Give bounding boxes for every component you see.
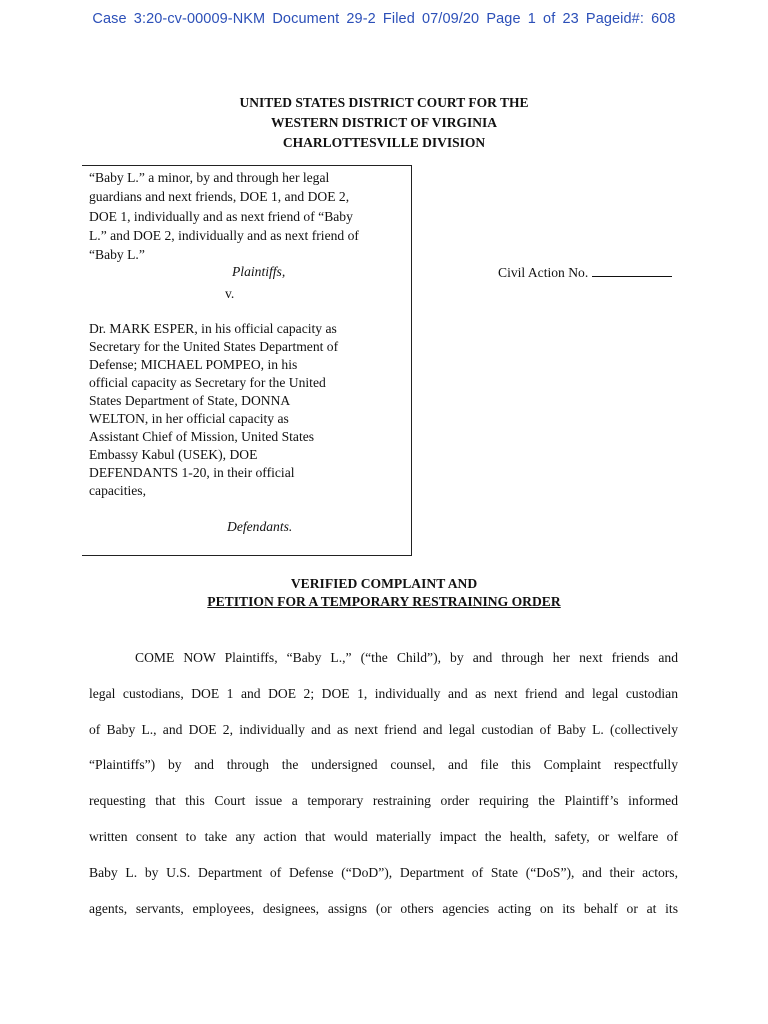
caption-line: capacities,	[89, 483, 146, 498]
caption-line: guardians and next friends, DOE 1, and DOE 2,	[89, 189, 350, 205]
body-line: “Plaintiffs”) by and through the undersigned counsel, and file this Complaint respectfully	[89, 757, 678, 773]
caption-line: “Baby L.” a minor, by and through her legal	[89, 170, 330, 185]
caption-line: Embassy Kabul (USEK), DOE	[89, 447, 258, 462]
complaint-body	[89, 640, 678, 926]
versus-label: v.	[225, 286, 235, 301]
caption-line: Defense; MICHAEL POMPEO, in his	[89, 357, 298, 372]
civil-action-number	[498, 264, 672, 281]
caption-line: L.” and DOE 2, individually and as next friend of	[89, 227, 359, 243]
body-line: COME NOW Plaintiffs, “Baby L.,” (“the Child”), by and through her next friends and	[135, 650, 678, 665]
body-line: written consent to take any action that would materially impact the health, safety, or welfare of	[89, 828, 678, 844]
caption-line: “Baby L.”	[89, 247, 145, 263]
defendants-role-label: Defendants.	[227, 519, 293, 534]
body-line: requesting that this Court issue a temporary restraining order requiring the Plaintiff’s informed	[89, 793, 678, 809]
plaintiffs-role-label: Plaintiffs,	[232, 264, 286, 279]
caption-line: WELTON, in her official capacity as	[89, 411, 289, 426]
court-heading	[0, 93, 768, 153]
defendants-description	[89, 320, 395, 500]
document-title	[0, 575, 768, 611]
case-filing-stamp: Case 3:20-cv-00009-NKM Document 29-2 Filed 07/09/20 Page 1 of 23 Pageid#: 608	[92, 11, 676, 27]
caption-line: official capacity as Secretary for the United	[89, 375, 326, 390]
caption-line: States Department of State, DONNA	[89, 393, 291, 408]
body-line: agents, servants, employees, designees, assigns (or others agencies acting on its behalf or at its	[89, 900, 678, 916]
civil-action-label: Civil Action No.	[498, 265, 589, 280]
court-heading-line: CHARLOTTESVILLE DIVISION	[282, 135, 486, 150]
caption-line: Assistant Chief of Mission, United States	[89, 429, 315, 444]
body-line: legal custodians, DOE 1 and DOE 2; DOE 1, individually and as next friend and legal custodian	[89, 685, 678, 701]
court-heading-line: WESTERN DISTRICT OF VIRGINIA	[271, 115, 497, 130]
caption-line: Dr. MARK ESPER, in his official capacity as	[89, 321, 337, 336]
plaintiffs-description	[89, 168, 395, 264]
document-title-line: VERIFIED COMPLAINT AND	[290, 576, 478, 591]
civil-action-blank	[592, 264, 672, 277]
caption-line: DEFENDANTS 1-20, in their official	[89, 465, 295, 480]
caption-line: Secretary for the United States Department of	[89, 339, 339, 354]
document-subtitle: PETITION FOR A TEMPORARY RESTRAINING ORDER	[207, 594, 561, 609]
body-line: Baby L. by U.S. Department of Defense (“DoD”), Department of State (“DoS”), and their actors,	[89, 864, 678, 880]
court-heading-line: UNITED STATES DISTRICT COURT FOR THE	[239, 95, 529, 110]
body-line: of Baby L., and DOE 2, individually and as next friend and legal custodian of Baby L. (collectively	[89, 721, 678, 737]
caption-line: DOE 1, individually and as next friend of “Baby	[89, 208, 353, 224]
